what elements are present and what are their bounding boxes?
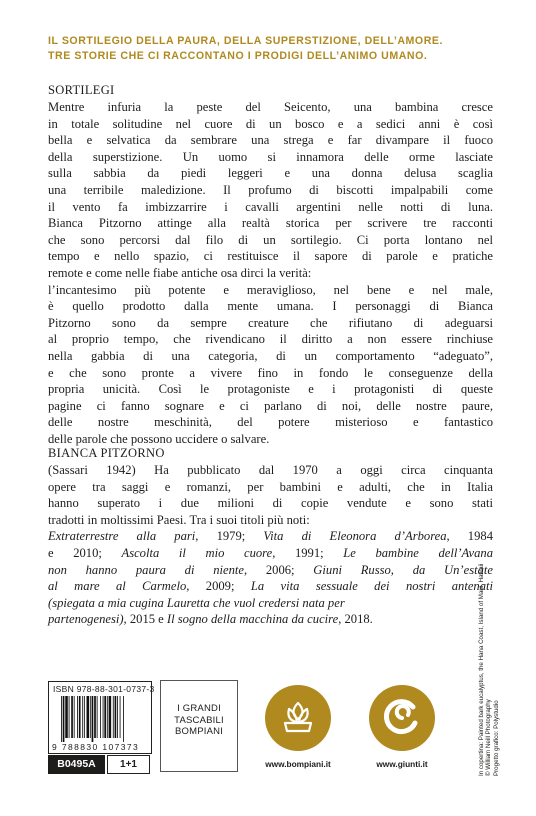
synopsis-line: della superstizione. Un uomo si innamora delle orme lasciate bbox=[48, 149, 493, 164]
back-cover-tagline bbox=[48, 34, 498, 64]
synopsis-line: pagine ci fanno sognare e ci parlano di noi, delle nostre paure, bbox=[48, 398, 493, 413]
book-title: Ascolta il mio cuore bbox=[121, 545, 273, 560]
synopsis-line: in totale solitudine nel cuore di un bosco e a sedici anni è così bbox=[48, 116, 493, 131]
synopsis-line: sulla sabbia da piedi leggeri e una donna delusa scaglia bbox=[48, 166, 493, 181]
synopsis-line: che sono percorsi dal filo di un sortilegio. Ci porta lontano nel bbox=[48, 232, 493, 247]
credit-line: © William Neill Photography bbox=[485, 699, 493, 776]
synopsis-line: Mentre infuria la peste del Seicento, una bambina cresce bbox=[48, 100, 493, 114]
book-title: partenogenesi) bbox=[48, 612, 124, 627]
series-name bbox=[161, 703, 237, 738]
barcode-bar bbox=[94, 696, 96, 738]
bio-line bbox=[48, 528, 493, 545]
price-code: 1+1 bbox=[107, 755, 150, 774]
book-title: al mare al Carmelo bbox=[48, 579, 187, 594]
giunti-url[interactable]: www.giunti.it bbox=[376, 759, 428, 769]
book-title: Extraterrestre alla pari bbox=[48, 529, 196, 544]
synopsis-line: delle parole che possono uccidere o salvare. bbox=[48, 431, 270, 446]
bio-text: , 1984 bbox=[446, 529, 493, 544]
barcode-bar bbox=[117, 696, 118, 738]
synopsis-paragraph bbox=[48, 99, 493, 447]
giunti-publisher bbox=[356, 685, 448, 769]
barcode-bar bbox=[71, 696, 73, 738]
barcode-bar bbox=[109, 696, 112, 738]
book-title: Giuni Russo, da Un’estate bbox=[313, 562, 493, 577]
bio-text: , 2018. bbox=[338, 612, 373, 627]
synopsis-line: propria unicità. Così le protagoniste e i protagonisti di queste bbox=[48, 382, 493, 397]
isbn-label: ISBN 978-88-301-0737-3 bbox=[53, 684, 155, 694]
book-title: (spiegata a mia cugina Lauretta che vuol credersi nata per bbox=[48, 595, 345, 610]
barcode-bar bbox=[87, 696, 90, 738]
book-title: Le bambine dell’Avana bbox=[343, 545, 494, 560]
barcode-bar bbox=[107, 696, 108, 738]
bio-text: e 2010; bbox=[48, 545, 122, 560]
barcode-bar bbox=[103, 696, 104, 738]
catalog-code: B0495A bbox=[48, 755, 105, 774]
tagline-line: IL SORTILEGIO DELLA PAURA, DELLA SUPERSTIZIONE, DELL’AMORE. bbox=[48, 35, 444, 47]
bompiani-logo-icon bbox=[265, 685, 331, 751]
credit-line: Progetto grafico: Polystudio bbox=[492, 700, 500, 776]
book-title: non hanno paura di niente bbox=[48, 562, 244, 577]
bio-line: opere tra saggi e romanzi, per bambini e adulti, che in Italia bbox=[48, 479, 493, 494]
synopsis-line: nella gabbia di una categoria, di un comportamento “adeguato”, bbox=[48, 348, 493, 363]
author-bio-paragraph bbox=[48, 462, 493, 628]
book-title: La vita sessuale dei nostri antenati bbox=[250, 579, 493, 594]
book-title: Vita di Eleonora d’Arborea bbox=[263, 529, 447, 544]
bio-line bbox=[48, 578, 493, 595]
synopsis-line: il vento fa imbizzarrire i cavalli argentini nelle notti di luna. bbox=[48, 199, 493, 214]
cover-credits bbox=[478, 563, 500, 776]
tagline-line: TRE STORIE CHE CI RACCONTANO I PRODIGI DELL’ANIMO UMANO. bbox=[48, 50, 428, 62]
bio-text: , 1991; bbox=[272, 545, 344, 560]
barcode-bar bbox=[63, 696, 65, 742]
barcode-bar bbox=[113, 696, 114, 738]
series-name-line: TASCABILI bbox=[174, 714, 224, 726]
barcode-bar bbox=[115, 696, 117, 738]
synopsis-line: remote e come nelle fiabe antiche osa dirci la verità: bbox=[48, 265, 312, 280]
series-name-line: I GRANDI bbox=[177, 703, 221, 714]
synopsis-line: Pitzorno sono da sempre creature che rifiutano di adeguarsi bbox=[48, 315, 493, 330]
barcode-bar bbox=[120, 696, 121, 738]
giunti-logo-icon bbox=[369, 685, 435, 751]
barcode-bar bbox=[97, 696, 98, 738]
bio-line bbox=[48, 562, 493, 579]
barcode-bar bbox=[65, 696, 68, 738]
bio-line: tradotti in moltissimi Paesi. Tra i suoi titoli più noti: bbox=[48, 512, 310, 527]
book-title: Il sogno della macchina da cucire bbox=[166, 612, 339, 627]
barcode-digits: 9 788830 107373 bbox=[52, 742, 140, 752]
barcode-graphic bbox=[61, 696, 147, 742]
bio-text: , 2009; bbox=[186, 579, 251, 594]
barcode-box bbox=[48, 681, 155, 754]
bio-line bbox=[48, 611, 493, 628]
bio-line bbox=[48, 545, 493, 562]
synopsis-line: l’incantesimo più potente e meraviglioso, nel bene e nel male, bbox=[48, 282, 493, 297]
barcode-bar bbox=[69, 696, 70, 738]
barcode-bar bbox=[61, 696, 62, 742]
credit-line: In copertina: Painted bark eucalyptus, the Hana Coast, Island of Maui, Hawaii bbox=[478, 563, 485, 776]
synopsis-line: una terribile maledizione. Il profumo di biscotti impalpabili come bbox=[48, 182, 493, 197]
bompiani-publisher bbox=[252, 685, 344, 769]
barcode-bar bbox=[84, 696, 85, 738]
synopsis-line: al proprio tempo, che rivendicano il diritto a non essere rinchiuse bbox=[48, 332, 493, 347]
barcode-bar bbox=[74, 696, 75, 738]
series-name-line: BOMPIANI bbox=[174, 726, 224, 737]
bio-text: , 2006; bbox=[243, 562, 314, 577]
barcode-bar bbox=[79, 696, 81, 738]
bio-text: , 1979; bbox=[195, 529, 264, 544]
bio-line: hanno superato i due milioni di copie vendute e sono stati bbox=[48, 496, 493, 511]
bompiani-url[interactable]: www.bompiani.it bbox=[265, 759, 331, 769]
barcode-bar bbox=[92, 696, 94, 742]
synopsis-line: e che sono pronte a vivere fino in fondo le conseguenze della bbox=[48, 365, 493, 380]
barcode-bar bbox=[90, 696, 91, 738]
section-title-sortilegi: SORTILEGI bbox=[48, 83, 115, 97]
bio-line bbox=[48, 595, 493, 612]
synopsis-line: Bianca Pitzorno attinge alla realtà storica per scrivere tre racconti bbox=[48, 216, 493, 231]
section-title-author: BIANCA PITZORNO bbox=[48, 446, 165, 460]
synopsis-line: delle nostre meschinità, del potere misterioso e fantastico bbox=[48, 415, 493, 430]
barcode-bar bbox=[77, 696, 78, 738]
series-logo-box bbox=[160, 680, 238, 772]
barcode-bar bbox=[104, 696, 106, 738]
synopsis-line: tempo e nello spazio, ci restituisce il sapore di parole e pratiche bbox=[48, 249, 493, 264]
bio-text: , 2015 e bbox=[123, 612, 167, 627]
barcode-bar bbox=[100, 696, 101, 738]
synopsis-line: è quello prodotto dalla mente umana. I personaggi di Bianca bbox=[48, 299, 493, 314]
barcode-bar bbox=[82, 696, 83, 738]
barcode-bar bbox=[123, 696, 124, 742]
bio-line: (Sassari 1942) Ha pubblicato dal 1970 a oggi circa cinquanta bbox=[48, 463, 493, 477]
synopsis-line: bella e selvatica da sembrare una strega e far divampare il fuoco bbox=[48, 133, 493, 148]
